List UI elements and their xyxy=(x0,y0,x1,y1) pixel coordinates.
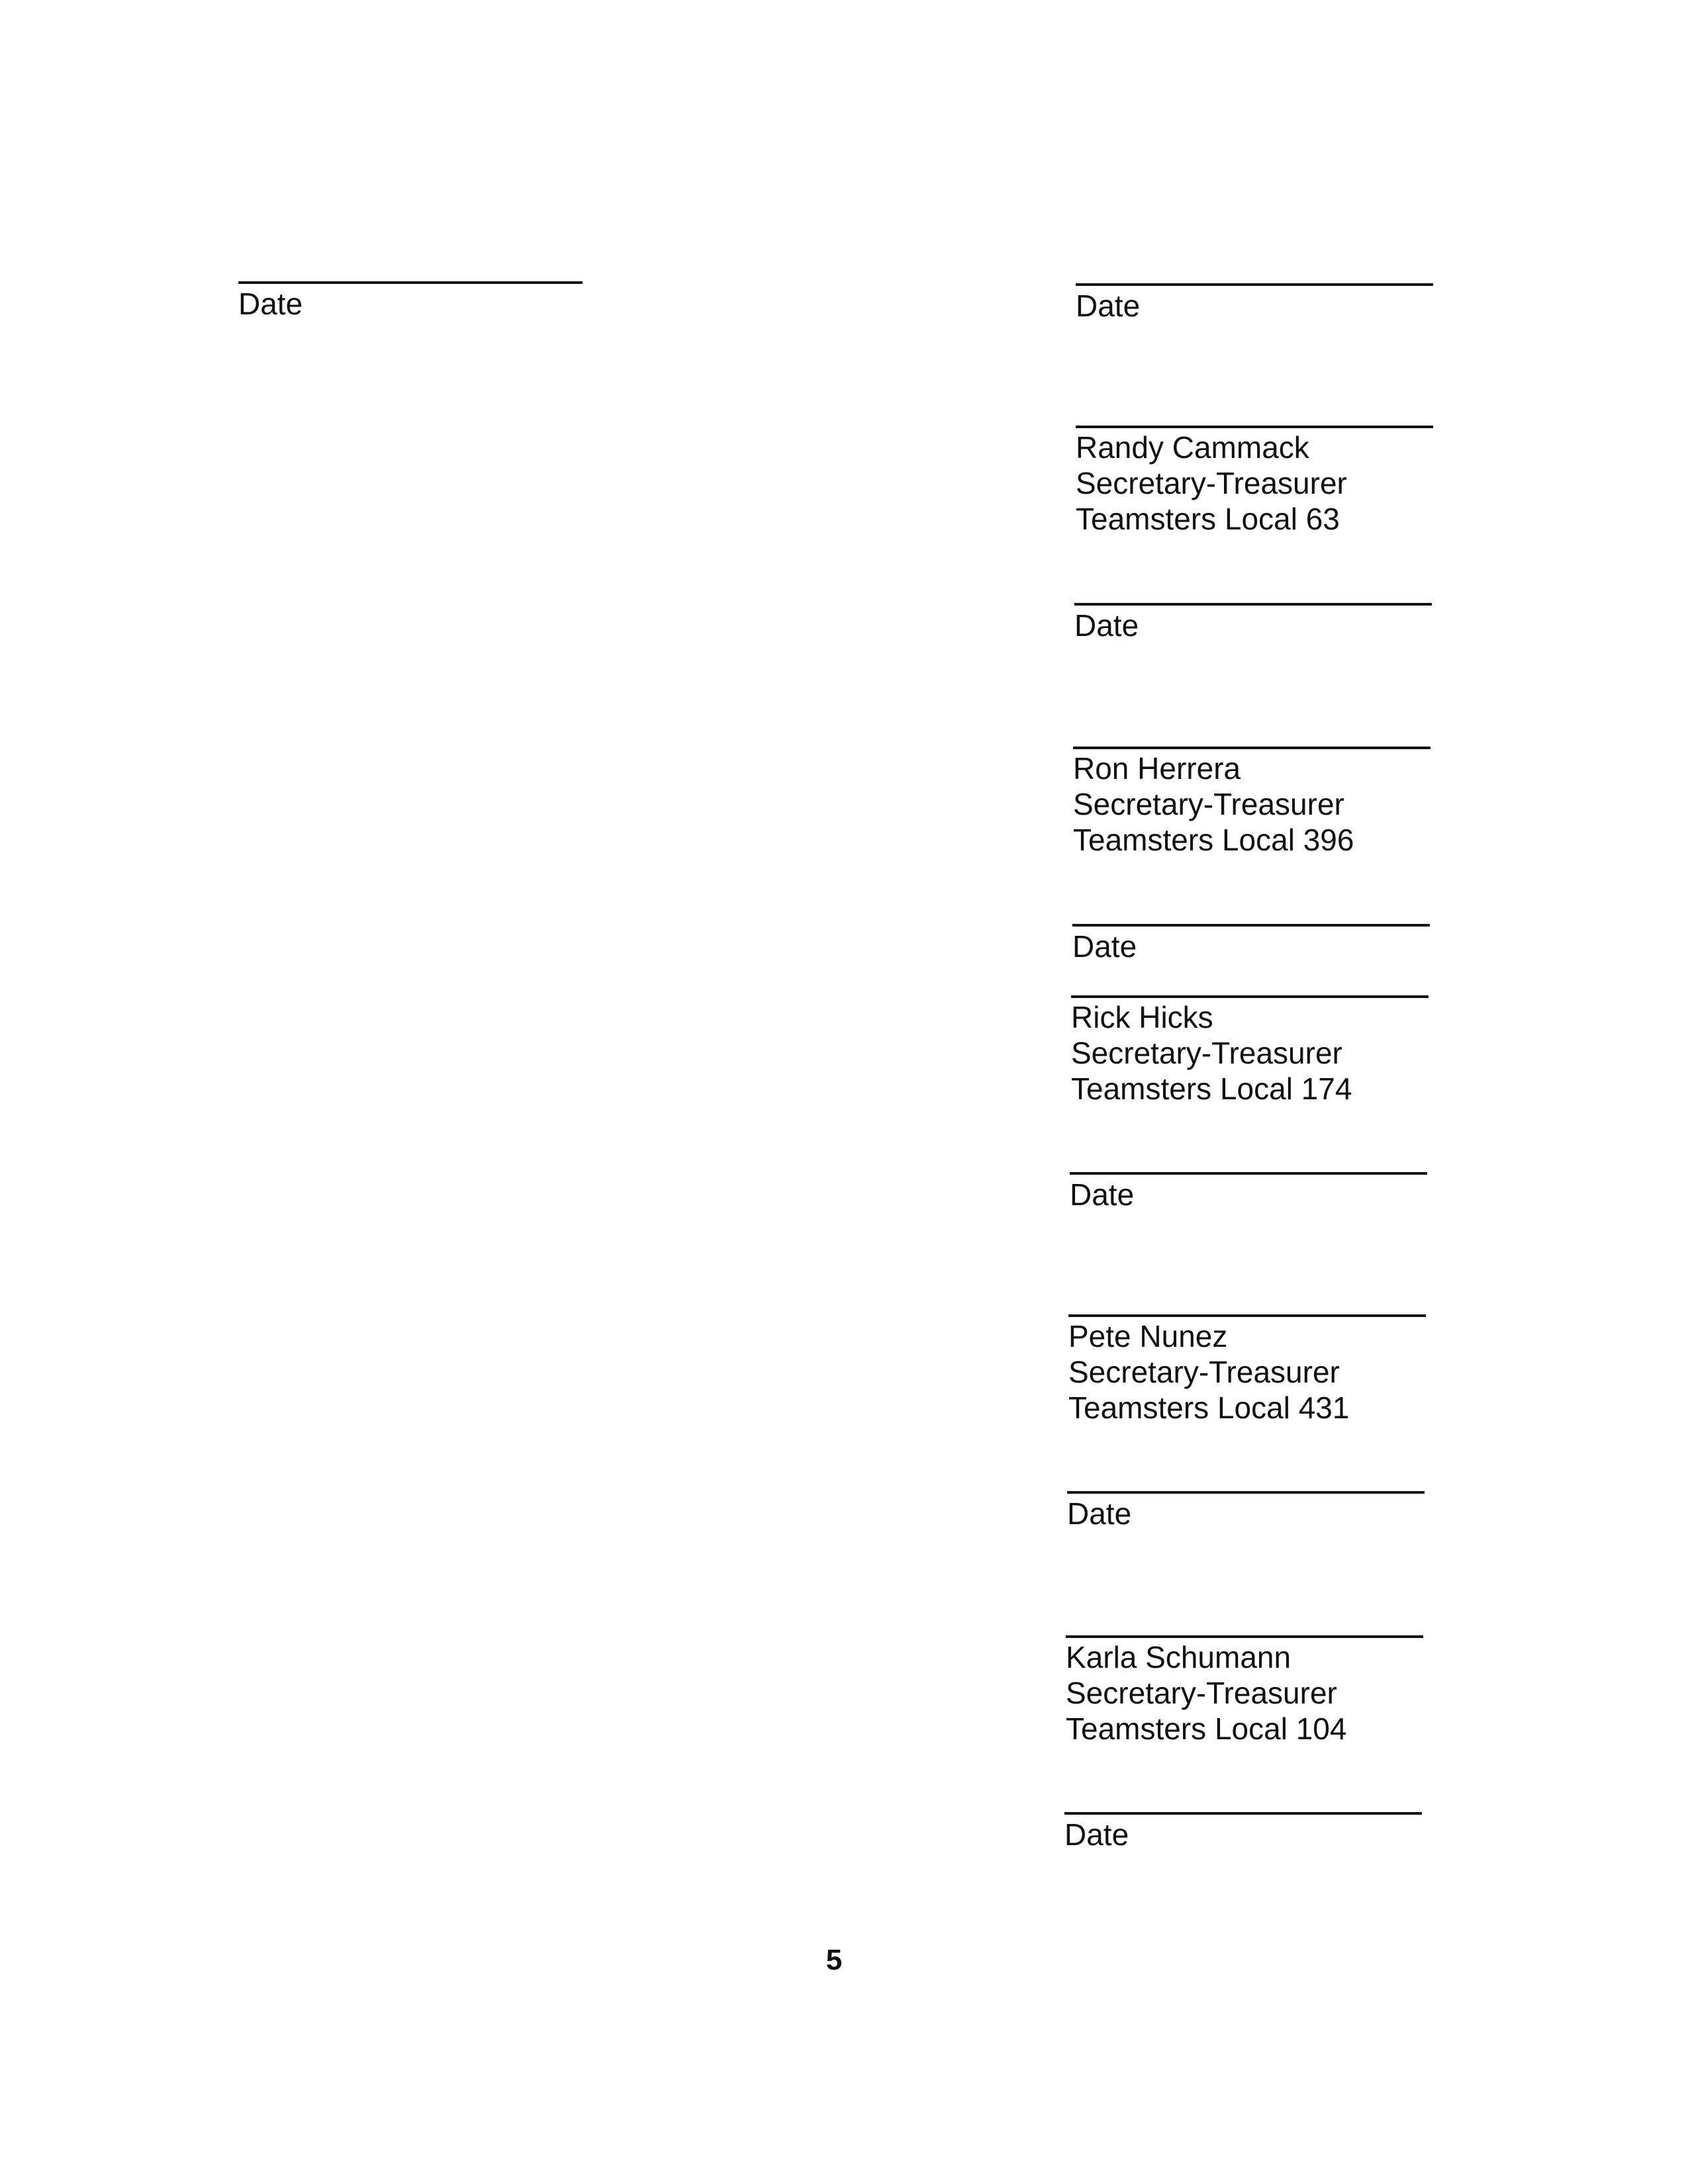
signature-line xyxy=(1076,426,1433,428)
signatory-title: Secretary-Treasurer xyxy=(1068,1355,1340,1389)
date-signature-line xyxy=(1070,1172,1427,1175)
signatory-date-block xyxy=(1072,924,1430,964)
signatory-name: Randy Cammack xyxy=(1076,430,1309,465)
signatory-block xyxy=(1068,1314,1426,1426)
date-signature-line xyxy=(1067,1491,1425,1494)
signatory-name: Rick Hicks xyxy=(1071,1000,1213,1034)
date-label: Date xyxy=(1076,289,1141,323)
signatory-date-block xyxy=(1067,1491,1425,1531)
date-label: Date xyxy=(1072,929,1137,964)
signatory-block xyxy=(1066,1635,1423,1747)
left-date-block xyxy=(238,281,583,322)
signatory-name: Ron Herrera xyxy=(1073,751,1241,786)
date-signature-line xyxy=(1064,1812,1422,1815)
date-label: Date xyxy=(1070,1177,1135,1212)
date-signature-line xyxy=(1076,283,1433,286)
signatory-title: Secretary-Treasurer xyxy=(1073,787,1344,821)
signatory-title: Secretary-Treasurer xyxy=(1066,1676,1337,1710)
signatory-title: Secretary-Treasurer xyxy=(1071,1036,1342,1070)
signatory-date-block xyxy=(1074,603,1432,643)
date-label: Date xyxy=(1067,1496,1132,1531)
date-signature-line xyxy=(1072,924,1430,927)
page-number: 5 xyxy=(825,1944,843,1976)
signatory-block xyxy=(1076,426,1433,537)
signatory-date-block xyxy=(1070,1172,1427,1212)
signatory-name: Pete Nunez xyxy=(1068,1319,1228,1353)
signatory-organization: Teamsters Local 174 xyxy=(1071,1071,1352,1106)
date-signature-line xyxy=(1074,603,1432,606)
date-label: Date xyxy=(1064,1817,1129,1852)
signature-line xyxy=(1071,995,1429,998)
signatory-organization: Teamsters Local 396 xyxy=(1073,823,1354,857)
date-label: Date xyxy=(238,287,303,321)
signature-line xyxy=(1066,1635,1423,1638)
signature-line xyxy=(1073,747,1430,749)
signatory-date-block xyxy=(1064,1812,1422,1852)
signature-line xyxy=(1068,1314,1426,1317)
signatory-block xyxy=(1071,995,1429,1107)
signatory-organization: Teamsters Local 431 xyxy=(1068,1390,1350,1425)
signatory-name: Karla Schumann xyxy=(1066,1640,1291,1674)
signatory-organization: Teamsters Local 63 xyxy=(1076,502,1340,536)
date-label: Date xyxy=(1074,608,1139,643)
signatory-title: Secretary-Treasurer xyxy=(1076,466,1347,500)
right-date-block xyxy=(1076,283,1433,324)
signatory-organization: Teamsters Local 104 xyxy=(1066,1711,1347,1746)
signatory-block xyxy=(1073,747,1430,858)
date-signature-line xyxy=(238,281,583,284)
